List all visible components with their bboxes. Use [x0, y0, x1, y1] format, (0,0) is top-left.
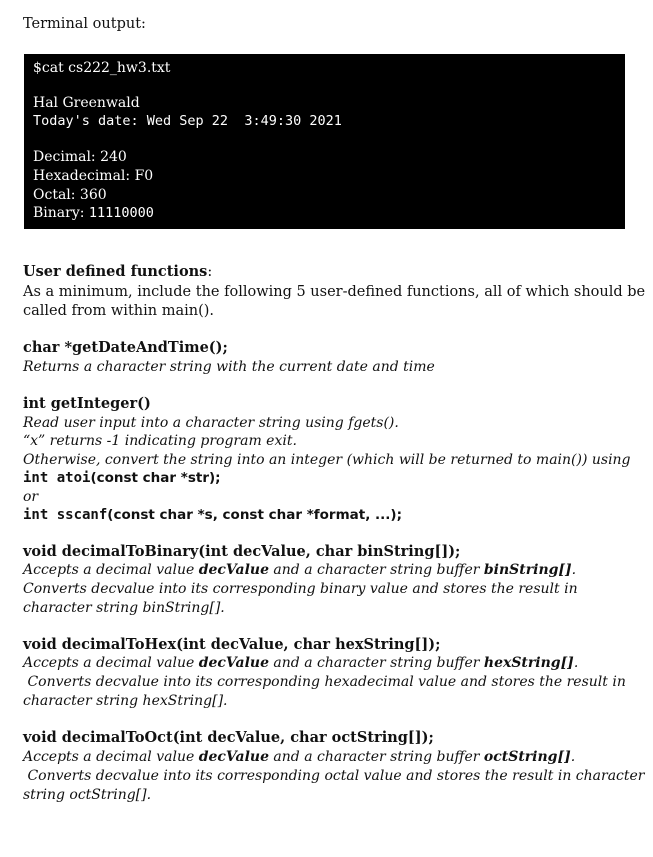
fn4-desc-1: Accepts a decimal value decValue and a character string buffer hexString[]. [23, 655, 579, 671]
fn2-desc-1: Read user input into a character string using fgets(). [23, 415, 399, 431]
fn3-desc-3: character string binString[]. [23, 600, 225, 616]
terminal-name: Hal Greenwald [33, 95, 140, 111]
udf-para-2: called from within main(). [23, 303, 214, 319]
fn3-desc-2: Converts decvalue into its corresponding binary value and stores the result in [23, 581, 578, 597]
udf-para-1: As a minimum, include the following 5 user-defined functions, all of which should be [23, 284, 646, 300]
fn2-or: or [23, 489, 39, 505]
udf-title: User defined functions: [23, 263, 213, 280]
fn2-desc-3: Otherwise, convert the string into an integer (which will be returned to main()) using [23, 452, 631, 468]
fn2-atoi: int atoi(const char *str); [23, 470, 221, 486]
page-heading: Terminal output: [23, 16, 146, 32]
fn1-desc: Returns a character string with the current date and time [23, 359, 435, 375]
fn2-sscanf: int sscanf(const char *s, const char *format, ...); [23, 507, 402, 523]
terminal-date: Today's date: Wed Sep 22 3:49:30 2021 [33, 113, 342, 129]
fn5-signature: void decimalToOct(int decValue, char octString[]); [23, 729, 434, 746]
fn3-desc-1: Accepts a decimal value decValue and a character string buffer binString[]. [23, 562, 577, 578]
fn2-signature: int getInteger() [23, 395, 151, 412]
terminal-binary: Binary: 11110000 [33, 205, 154, 221]
terminal-output [24, 54, 625, 229]
fn2-desc-2: “x” returns -1 indicating program exit. [23, 433, 297, 449]
fn5-desc-1: Accepts a decimal value decValue and a character string buffer octString[]. [23, 749, 576, 765]
terminal-command: $cat cs222_hw3.txt [33, 60, 171, 76]
terminal-decimal: Decimal: 240 [33, 149, 127, 165]
fn4-desc-3: character string hexString[]. [23, 693, 228, 709]
fn1-signature: char *getDateAndTime(); [23, 339, 228, 356]
fn5-desc-3: string octString[]. [23, 787, 152, 803]
fn4-signature: void decimalToHex(int decValue, char hexString[]); [23, 636, 441, 653]
fn3-signature: void decimalToBinary(int decValue, char binString[]); [23, 543, 461, 560]
fn5-desc-2: Converts decvalue into its corresponding octal value and stores the result in character [23, 768, 645, 784]
fn4-desc-2: Converts decvalue into its corresponding hexadecimal value and stores the result in [23, 674, 626, 690]
terminal-octal: Octal: 360 [33, 187, 107, 203]
terminal-hex: Hexadecimal: F0 [33, 168, 154, 184]
